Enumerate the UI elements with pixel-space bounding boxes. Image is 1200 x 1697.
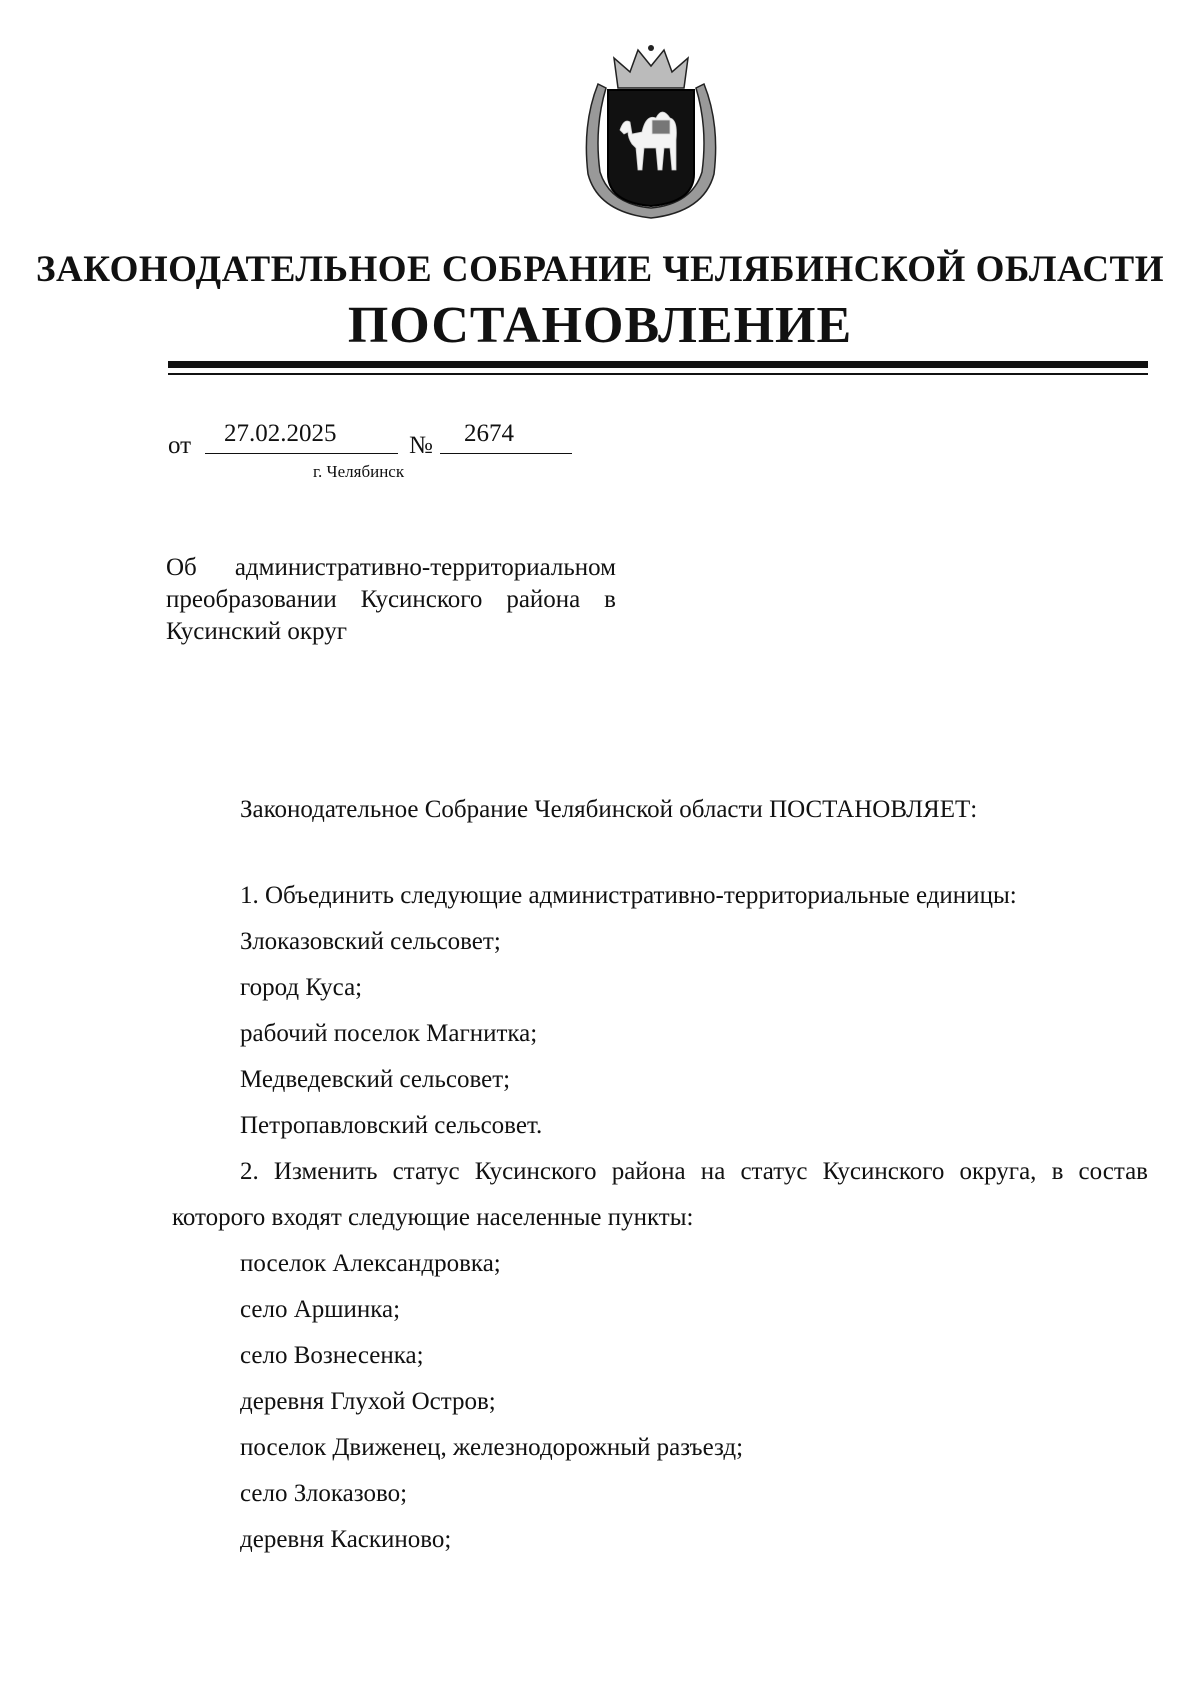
item-1: 1. Объединить следующие административно-территориальные единицы: [240, 882, 1017, 909]
settlement-list-item: село Вознесенка; [240, 1342, 424, 1369]
document-date: 27.02.2025 [224, 420, 337, 447]
issue-city: г. Челябинск [313, 462, 405, 481]
settlement-list-item: поселок Движенец, железнодорожный разъезд; [240, 1434, 744, 1461]
subject-line: Об административно-территориальном [166, 554, 616, 581]
header-rule-thick [168, 361, 1148, 368]
unit-list-item: Медведевский сельсовет; [240, 1066, 511, 1093]
settlement-list-item: село Злоказово; [240, 1480, 408, 1507]
unit-list-item: город Куса; [240, 974, 363, 1001]
date-label: от [168, 432, 192, 459]
number-underline [440, 453, 572, 454]
document-number: 2674 [464, 420, 514, 447]
subject-line: Кусинский округ [166, 618, 347, 645]
unit-list-item: рабочий поселок Магнитка; [240, 1020, 538, 1047]
subject-line: преобразовании Кусинского района в [166, 586, 616, 613]
header-rule-thin [168, 373, 1148, 375]
document-type-title: ПОСТАНОВЛЕНИЕ [347, 297, 853, 354]
number-label: № [409, 432, 433, 459]
item-2-continuation: которого входят следующие населенные пункты: [172, 1204, 694, 1231]
organization-title: ЗАКОНОДАТЕЛЬНОЕ СОБРАНИЕ ЧЕЛЯБИНСКОЙ ОБЛАСТИ [35, 249, 1165, 290]
item-2: 2. Изменить статус Кусинского района на статус Кусинского округа, в состав [240, 1158, 1148, 1185]
settlement-list-item: деревня Глухой Остров; [240, 1388, 496, 1415]
unit-list-item: Злоказовский сельсовет; [240, 928, 501, 955]
enacting-clause: Законодательное Собрание Челябинской области ПОСТАНОВЛЯЕТ: [240, 796, 978, 823]
settlement-list-item: деревня Каскиново; [240, 1526, 452, 1553]
document-subject [166, 552, 616, 648]
settlement-list-item: поселок Александровка; [240, 1250, 501, 1277]
date-underline [205, 453, 398, 454]
coat-of-arms-icon [578, 44, 724, 220]
settlement-list-item: село Аршинка; [240, 1296, 401, 1323]
unit-list-item: Петропавловский сельсовет. [240, 1112, 543, 1139]
